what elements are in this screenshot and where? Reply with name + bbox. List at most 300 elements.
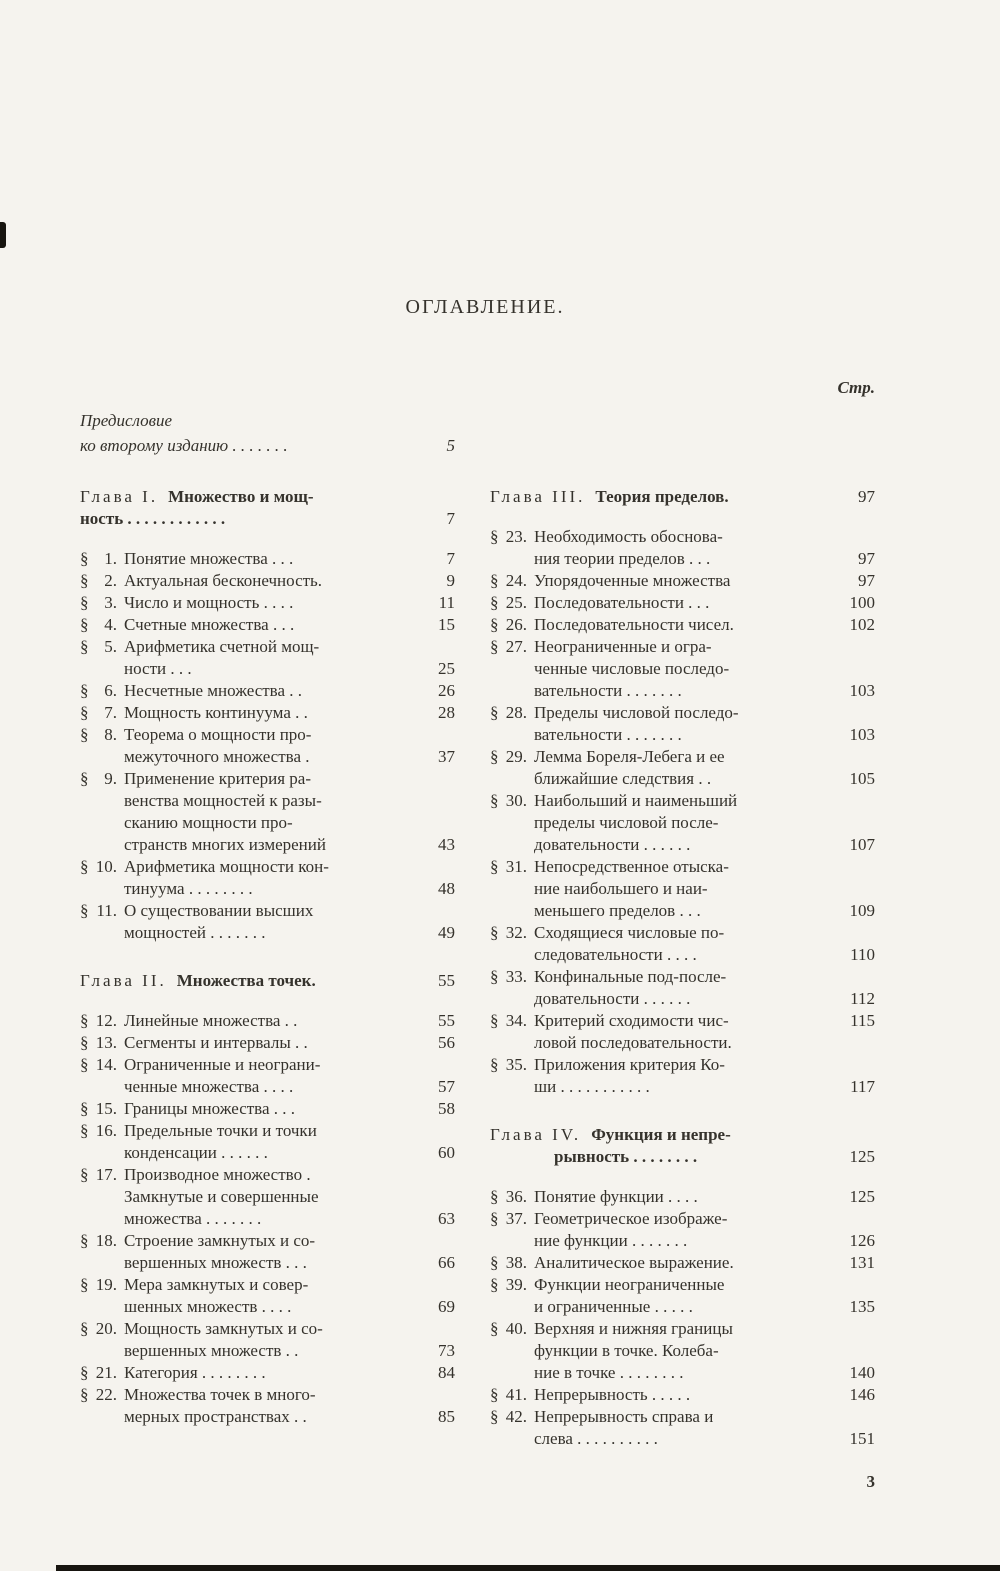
toc-section-entry bbox=[490, 1010, 875, 1054]
section-mark-icon: § bbox=[490, 703, 499, 722]
entry-page-number: 25 bbox=[438, 659, 455, 678]
section-number: 24. bbox=[505, 571, 527, 590]
chapter-label: Глава IV. bbox=[490, 1125, 582, 1144]
toc-line bbox=[490, 922, 875, 944]
entry-text: следовательности . . . . bbox=[534, 945, 697, 964]
toc-line bbox=[80, 812, 455, 834]
toc-line bbox=[490, 1406, 875, 1428]
section-mark-icon: § bbox=[80, 615, 89, 634]
entry-page-number: 131 bbox=[849, 1253, 875, 1272]
section-number: 9. bbox=[104, 769, 117, 788]
entry-text: Ограниченные и неограни- bbox=[124, 1055, 321, 1074]
entry-text: ченные множества . . . . bbox=[124, 1077, 294, 1096]
toc-section-entry bbox=[490, 1274, 875, 1318]
section-mark-icon: § bbox=[490, 1319, 499, 1338]
entry-text: Необходимость обоснова- bbox=[534, 527, 723, 546]
toc-section-entry bbox=[80, 636, 455, 680]
section-number: 32. bbox=[505, 923, 527, 942]
entry-text: Мера замкнутых и совер- bbox=[124, 1275, 309, 1294]
toc-line bbox=[80, 636, 455, 658]
chapter-title: Функция и непре- bbox=[591, 1125, 731, 1144]
entry-page-number: 37 bbox=[438, 747, 455, 766]
entry-page-number: 109 bbox=[849, 901, 875, 920]
chapter-title: Множества точек. bbox=[176, 971, 316, 990]
section-number: 28. bbox=[505, 703, 527, 722]
toc-chapter-entry bbox=[80, 970, 455, 992]
entry-text bbox=[80, 970, 421, 992]
section-label bbox=[80, 636, 124, 658]
section-number: 21. bbox=[95, 1363, 117, 1382]
toc-line bbox=[80, 746, 455, 768]
entry-page-number: 7 bbox=[446, 509, 455, 528]
toc-section-entry bbox=[490, 1054, 875, 1098]
section-number: 42. bbox=[505, 1407, 527, 1426]
section-number: 3. bbox=[104, 593, 117, 612]
entry-text: вершенных множеств . . bbox=[124, 1341, 299, 1360]
entry-text: Понятие множества . . . bbox=[124, 549, 294, 568]
entry-text: Производное множество . bbox=[124, 1165, 311, 1184]
section-label bbox=[490, 702, 534, 724]
section-mark-icon: § bbox=[490, 1055, 499, 1074]
section-number: 13. bbox=[95, 1033, 117, 1052]
toc-line bbox=[80, 1054, 455, 1076]
toc-column-right bbox=[490, 486, 875, 1450]
entry-page-number: 135 bbox=[849, 1297, 875, 1316]
section-mark-icon: § bbox=[80, 1165, 89, 1184]
toc-chapter-entry bbox=[490, 1124, 875, 1168]
entry-text: тинуума . . . . . . . . bbox=[124, 879, 253, 898]
toc-line bbox=[80, 433, 455, 458]
toc-section-entry bbox=[490, 856, 875, 922]
toc-line bbox=[80, 900, 455, 922]
entry-page-number: 105 bbox=[849, 769, 875, 788]
toc-line bbox=[490, 966, 875, 988]
entry-text: ности . . . bbox=[124, 659, 192, 678]
toc-section-entry bbox=[80, 900, 455, 944]
chapter-label: Глава III. bbox=[490, 487, 586, 506]
entry-text bbox=[490, 486, 841, 508]
toc-section-entry bbox=[80, 1098, 455, 1120]
section-label bbox=[80, 1120, 124, 1142]
section-mark-icon: § bbox=[80, 1363, 89, 1382]
entry-text: Последовательности . . . bbox=[534, 593, 710, 612]
entry-text: конденсации . . . . . . bbox=[124, 1143, 268, 1162]
section-number: 29. bbox=[505, 747, 527, 766]
entry-text: Непрерывность справа и bbox=[534, 1407, 714, 1426]
section-number: 33. bbox=[505, 967, 527, 986]
section-label bbox=[490, 1274, 534, 1296]
entry-text: Аналитическое выражение. bbox=[534, 1253, 734, 1272]
toc-line bbox=[80, 970, 455, 992]
entry-text: Счетные множества . . . bbox=[124, 615, 295, 634]
toc-line bbox=[80, 1406, 455, 1428]
page-column-header: Стр. bbox=[837, 378, 875, 397]
entry-page-number: 9 bbox=[446, 571, 455, 590]
section-number: 19. bbox=[95, 1275, 117, 1294]
section-number: 22. bbox=[95, 1385, 117, 1404]
section-label bbox=[80, 548, 124, 570]
toc-section-entry bbox=[490, 922, 875, 966]
entry-text: Наибольший и наименьший bbox=[534, 791, 738, 810]
toc-section-entry bbox=[490, 966, 875, 1010]
entry-text: Геометрическое изображе- bbox=[534, 1209, 728, 1228]
toc-section-entry bbox=[490, 1208, 875, 1252]
entry-page-number: 58 bbox=[438, 1099, 455, 1118]
section-number: 15. bbox=[95, 1099, 117, 1118]
toc-line bbox=[80, 768, 455, 790]
section-label bbox=[490, 1186, 534, 1208]
page-title: ОГЛАВЛЕНИЕ. bbox=[405, 296, 565, 318]
entry-page-number: 151 bbox=[849, 1429, 875, 1448]
entry-page-number: 28 bbox=[438, 703, 455, 722]
toc-section-entry bbox=[490, 790, 875, 856]
toc-section-entry bbox=[490, 1186, 875, 1208]
section-number: 4. bbox=[104, 615, 117, 634]
toc-line bbox=[490, 1252, 875, 1274]
section-label bbox=[490, 1054, 534, 1076]
toc-line bbox=[490, 1296, 875, 1318]
section-label bbox=[490, 1318, 534, 1340]
entry-page-number: 103 bbox=[849, 681, 875, 700]
entry-text: слева . . . . . . . . . . bbox=[534, 1429, 658, 1448]
section-label bbox=[80, 1098, 124, 1120]
entry-page-number: 56 bbox=[438, 1033, 455, 1052]
section-mark-icon: § bbox=[490, 747, 499, 766]
toc-section-entry bbox=[80, 1318, 455, 1362]
entry-page-number: 97 bbox=[858, 549, 875, 568]
toc-chapter-entry bbox=[490, 486, 875, 508]
toc-line bbox=[80, 548, 455, 570]
entry-page-number: 103 bbox=[849, 725, 875, 744]
toc-section-entry bbox=[80, 1230, 455, 1274]
preface-entry bbox=[80, 408, 455, 458]
entry-text: Непосредственное отыска- bbox=[534, 857, 729, 876]
entry-page-number: 84 bbox=[438, 1363, 455, 1382]
entry-page-number: 43 bbox=[438, 835, 455, 854]
toc-chapter-entry bbox=[80, 486, 455, 530]
toc-line bbox=[80, 1120, 455, 1142]
entry-page-number: 66 bbox=[438, 1253, 455, 1272]
section-mark-icon: § bbox=[490, 1385, 499, 1404]
scan-edge-mark bbox=[0, 222, 6, 248]
toc-section-entry bbox=[490, 636, 875, 702]
section-label bbox=[80, 1384, 124, 1406]
entry-text: ченные числовые последо- bbox=[534, 659, 730, 678]
entry-text: Предельные точки и точки bbox=[124, 1121, 317, 1140]
section-mark-icon: § bbox=[490, 1209, 499, 1228]
entry-text: рывность . . . . . . . . bbox=[554, 1147, 698, 1166]
toc-line bbox=[490, 988, 875, 1010]
toc-line bbox=[490, 1010, 875, 1032]
toc-section-entry bbox=[80, 1274, 455, 1318]
toc-line bbox=[490, 1318, 875, 1340]
entry-text: мерных пространствах . . bbox=[124, 1407, 307, 1426]
section-mark-icon: § bbox=[490, 637, 499, 656]
section-mark-icon: § bbox=[80, 1121, 89, 1140]
entry-text: вершенных множеств . . . bbox=[124, 1253, 307, 1272]
toc-line bbox=[490, 486, 875, 508]
toc-line bbox=[490, 1362, 875, 1384]
entry-text: сканию мощности про- bbox=[124, 813, 293, 832]
toc-line bbox=[490, 526, 875, 548]
entry-page-number: 85 bbox=[438, 1407, 455, 1426]
section-label bbox=[490, 1208, 534, 1230]
section-label bbox=[490, 922, 534, 944]
toc-line bbox=[80, 614, 455, 636]
entry-text: ближайшие следствия . . bbox=[534, 769, 712, 788]
entry-page-number: 110 bbox=[850, 945, 875, 964]
chapter-label: Глава II. bbox=[80, 971, 167, 990]
chapter-title: Множество и мощ- bbox=[168, 487, 314, 506]
entry-text: Строение замкнутых и со- bbox=[124, 1231, 316, 1250]
toc-line bbox=[490, 900, 875, 922]
section-mark-icon: § bbox=[490, 571, 499, 590]
toc-line bbox=[490, 1340, 875, 1362]
toc-section-entry bbox=[80, 1010, 455, 1032]
section-number: 36. bbox=[505, 1187, 527, 1206]
section-label bbox=[490, 1406, 534, 1428]
entry-page-number: 49 bbox=[438, 923, 455, 942]
section-mark-icon: § bbox=[80, 571, 89, 590]
section-label bbox=[490, 636, 534, 658]
section-mark-icon: § bbox=[80, 681, 89, 700]
toc-line bbox=[80, 1230, 455, 1252]
entry-text: венства мощностей к разы- bbox=[124, 791, 322, 810]
section-number: 40. bbox=[505, 1319, 527, 1338]
section-mark-icon: § bbox=[80, 1099, 89, 1118]
section-label bbox=[490, 1252, 534, 1274]
section-label bbox=[80, 856, 124, 878]
section-number: 18. bbox=[95, 1231, 117, 1250]
entry-page-number: 55 bbox=[438, 971, 455, 990]
section-mark-icon: § bbox=[490, 527, 499, 546]
entry-text: Мощность континуума . . bbox=[124, 703, 308, 722]
section-number: 31. bbox=[505, 857, 527, 876]
entry-text: вательности . . . . . . . bbox=[534, 681, 682, 700]
section-label bbox=[490, 856, 534, 878]
section-number: 8. bbox=[104, 725, 117, 744]
entry-page-number: 100 bbox=[849, 593, 875, 612]
toc-line bbox=[80, 1362, 455, 1384]
section-label bbox=[80, 702, 124, 724]
toc-section-entry bbox=[80, 1054, 455, 1098]
preface-line: Предисловие bbox=[80, 411, 173, 430]
toc-section-entry bbox=[490, 526, 875, 570]
toc-section-entry bbox=[80, 724, 455, 768]
section-label bbox=[490, 790, 534, 812]
toc-line bbox=[490, 1428, 875, 1450]
toc-line bbox=[80, 1274, 455, 1296]
entry-page-number: 107 bbox=[849, 835, 875, 854]
toc-line bbox=[490, 1186, 875, 1208]
toc-line bbox=[80, 1340, 455, 1362]
entry-page-number: 112 bbox=[850, 989, 875, 1008]
entry-text: шенных множеств . . . . bbox=[124, 1297, 292, 1316]
section-label bbox=[80, 724, 124, 746]
toc-line bbox=[80, 1142, 455, 1164]
entry-text: Конфинальные под-после- bbox=[534, 967, 727, 986]
toc-line bbox=[490, 1124, 875, 1146]
toc-section-entry bbox=[490, 614, 875, 636]
entry-text: вательности . . . . . . . bbox=[534, 725, 682, 744]
section-mark-icon: § bbox=[490, 1275, 499, 1294]
entry-text: странств многих измерений bbox=[124, 835, 326, 854]
toc-section-entry bbox=[80, 702, 455, 724]
section-label bbox=[80, 680, 124, 702]
toc-section-entry bbox=[80, 1032, 455, 1054]
entry-page-number: 7 bbox=[446, 549, 455, 568]
toc-column-left bbox=[80, 486, 455, 1428]
entry-page-number: 48 bbox=[438, 879, 455, 898]
entry-text: Теорема о мощности про- bbox=[124, 725, 312, 744]
section-number: 5. bbox=[104, 637, 117, 656]
section-mark-icon: § bbox=[490, 1407, 499, 1426]
entry-text: и ограниченные . . . . . bbox=[534, 1297, 693, 1316]
entry-text: функции в точке. Колеба- bbox=[534, 1341, 719, 1360]
toc-line bbox=[80, 680, 455, 702]
entry-text: Множества точек в много- bbox=[124, 1385, 316, 1404]
entry-text: Понятие функции . . . . bbox=[534, 1187, 698, 1206]
entry-page-number: 117 bbox=[850, 1077, 875, 1096]
entry-page-number: 55 bbox=[438, 1011, 455, 1030]
toc-line bbox=[80, 1076, 455, 1098]
section-mark-icon: § bbox=[490, 791, 499, 810]
toc-line bbox=[490, 856, 875, 878]
entry-text: ние в точке . . . . . . . . bbox=[534, 1363, 684, 1382]
section-label bbox=[80, 1318, 124, 1340]
entry-text: Функции неограниченные bbox=[534, 1275, 725, 1294]
toc-line bbox=[80, 702, 455, 724]
entry-text: меньшего пределов . . . bbox=[534, 901, 701, 920]
section-mark-icon: § bbox=[490, 1253, 499, 1272]
section-label bbox=[490, 592, 534, 614]
toc-line bbox=[80, 486, 455, 508]
entry-text: довательности . . . . . . bbox=[534, 835, 691, 854]
entry-page-number: 115 bbox=[850, 1011, 875, 1030]
section-mark-icon: § bbox=[490, 923, 499, 942]
section-label bbox=[80, 570, 124, 592]
entry-page-number: 57 bbox=[438, 1077, 455, 1096]
section-number: 1. bbox=[104, 549, 117, 568]
entry-text bbox=[490, 1124, 841, 1146]
section-number: 35. bbox=[505, 1055, 527, 1074]
section-number: 38. bbox=[505, 1253, 527, 1272]
toc-line bbox=[80, 1098, 455, 1120]
entry-text: Мощность замкнутых и со- bbox=[124, 1319, 323, 1338]
toc-line bbox=[80, 1010, 455, 1032]
section-label bbox=[490, 1010, 534, 1032]
chapter-label: Глава I. bbox=[80, 487, 159, 506]
section-number: 10. bbox=[95, 857, 117, 876]
section-mark-icon: § bbox=[490, 1011, 499, 1030]
toc-line bbox=[490, 1032, 875, 1054]
section-number: 26. bbox=[505, 615, 527, 634]
section-label bbox=[490, 746, 534, 768]
toc-line bbox=[80, 1032, 455, 1054]
toc-section-entry bbox=[80, 592, 455, 614]
toc-line bbox=[80, 408, 455, 433]
toc-line bbox=[80, 1208, 455, 1230]
entry-text: Число и мощность . . . . bbox=[124, 593, 294, 612]
entry-text: Замкнутые и совершенные bbox=[124, 1187, 319, 1206]
section-label bbox=[490, 570, 534, 592]
entry-text: Сходящиеся числовые по- bbox=[534, 923, 725, 942]
entry-text: Приложения критерия Ко- bbox=[534, 1055, 725, 1074]
toc-line bbox=[80, 592, 455, 614]
toc-line bbox=[490, 834, 875, 856]
entry-text: пределы числовой после- bbox=[534, 813, 719, 832]
scan-bottom-edge bbox=[56, 1565, 1000, 1571]
entry-text: Неограниченные и огра- bbox=[534, 637, 712, 656]
toc-section-entry bbox=[490, 702, 875, 746]
section-label bbox=[80, 1274, 124, 1296]
section-label bbox=[490, 614, 534, 636]
section-number: 2. bbox=[104, 571, 117, 590]
section-mark-icon: § bbox=[80, 1033, 89, 1052]
entry-text: ловой последовательности. bbox=[534, 1033, 732, 1052]
entry-page-number: 102 bbox=[849, 615, 875, 634]
entry-text: Последовательности чисел. bbox=[534, 615, 734, 634]
section-label bbox=[490, 526, 534, 548]
toc-line bbox=[490, 746, 875, 768]
toc-columns bbox=[80, 486, 875, 1450]
entry-text: Применение критерия ра- bbox=[124, 769, 312, 788]
section-mark-icon: § bbox=[80, 1055, 89, 1074]
section-mark-icon: § bbox=[80, 703, 89, 722]
toc-section-entry bbox=[80, 548, 455, 570]
section-number: 37. bbox=[505, 1209, 527, 1228]
toc-section-entry bbox=[80, 614, 455, 636]
section-label bbox=[80, 1010, 124, 1032]
toc-line bbox=[80, 570, 455, 592]
chapter-title: Теория пределов. bbox=[595, 487, 729, 506]
toc-line bbox=[80, 658, 455, 680]
section-label bbox=[80, 900, 124, 922]
section-mark-icon: § bbox=[490, 615, 499, 634]
section-number: 7. bbox=[104, 703, 117, 722]
section-number: 30. bbox=[505, 791, 527, 810]
toc-line bbox=[80, 878, 455, 900]
toc-section-entry bbox=[490, 1318, 875, 1384]
toc-line bbox=[80, 1296, 455, 1318]
entry-page-number: 97 bbox=[858, 571, 875, 590]
entry-text: Пределы числовой последо- bbox=[534, 703, 739, 722]
section-label bbox=[80, 1230, 124, 1252]
section-mark-icon: § bbox=[490, 593, 499, 612]
section-label bbox=[80, 1032, 124, 1054]
entry-page-number: 5 bbox=[446, 436, 455, 455]
section-number: 39. bbox=[505, 1275, 527, 1294]
section-label bbox=[80, 592, 124, 614]
toc-line bbox=[490, 1146, 875, 1168]
section-number: 41. bbox=[505, 1385, 527, 1404]
section-mark-icon: § bbox=[80, 1231, 89, 1250]
toc-section-entry bbox=[490, 1384, 875, 1406]
section-mark-icon: § bbox=[490, 967, 499, 986]
section-number: 20. bbox=[95, 1319, 117, 1338]
section-label bbox=[80, 1362, 124, 1384]
section-number: 23. bbox=[505, 527, 527, 546]
toc-line bbox=[80, 1186, 455, 1208]
entry-page-number: 11 bbox=[438, 593, 455, 612]
section-number: 25. bbox=[505, 593, 527, 612]
section-label bbox=[490, 1384, 534, 1406]
toc-section-entry bbox=[80, 1384, 455, 1428]
toc-line bbox=[80, 508, 455, 530]
preface-line: ко второму изданию . . . . . . . bbox=[80, 436, 288, 455]
toc-line bbox=[490, 1384, 875, 1406]
entry-text: мощностей . . . . . . . bbox=[124, 923, 266, 942]
